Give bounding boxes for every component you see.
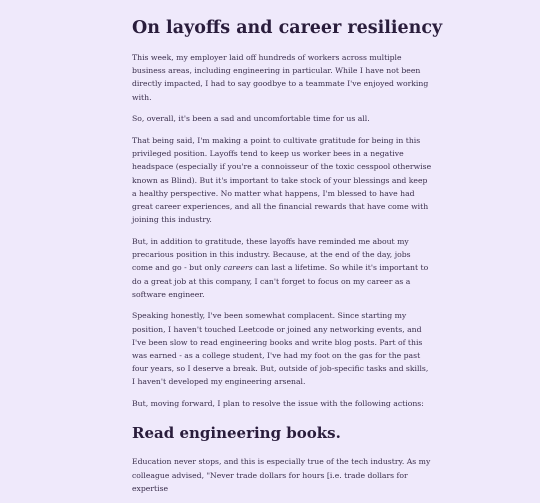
careers-emphasis: careers <box>223 263 253 273</box>
paragraph-careers <box>132 235 432 301</box>
paragraph-intro: This week, my employer laid off hundreds of workers across multiple business areas, including engineering in particular. While I have not been directly impacted, I had to say goodbye to a teammate I've enjoyed working with. <box>132 53 429 102</box>
paragraph-careers-text-2: can last a lifetime. So while it's important to do a great job at this company, I can't forget to focus on my career as a software engineer. <box>132 263 429 299</box>
paragraph-complacent: Speaking honestly, I've been somewhat complacent. Since starting my position, I haven't touched Leetcode or joined any networking events, and I've been slow to read engineering books and write blog posts. Part of this was earned - as a college student, I've had my foot on the gas for the past four years, so I deserve a break. But, outside of job-specific tasks and skills, I haven't developed my engineering arsenal. <box>132 311 429 387</box>
blog-article <box>132 16 443 503</box>
paragraph-education: Education never stops, and this is especially true of the tech industry. As my colleague advised, "Never trade dollars for hours [i.e. trade dollars for expertise <box>132 457 431 493</box>
article-title: On layoffs and career resiliency <box>132 18 443 38</box>
paragraph-careers-text-1: But, in addition to gratitude, these layoffs have reminded me about my precarious position in this industry. Because, at the end of the day, jobs come and go - but only <box>132 236 411 273</box>
paragraph-sad-time: So, overall, it's been a sad and uncomfortable time for us all. <box>132 114 370 124</box>
paragraph-actions: But, moving forward, I plan to resolve the issue with the following actions: <box>132 399 424 409</box>
paragraph-gratitude: That being said, I'm making a point to cultivate gratitude for being in this privileged position. Layoffs tend to keep us worker bees in a negative headspace (especially if you're a connoisseur of the toxic cesspool otherwise known as Blind). But it's important to take stock of your blessings and keep a healthy perspective. No matter what happens, I'm blessed to have had great career experiences, and all the financial rewards that have come with joining this industry. <box>132 136 432 225</box>
section-heading-read-books: Read engineering books. <box>132 424 341 443</box>
